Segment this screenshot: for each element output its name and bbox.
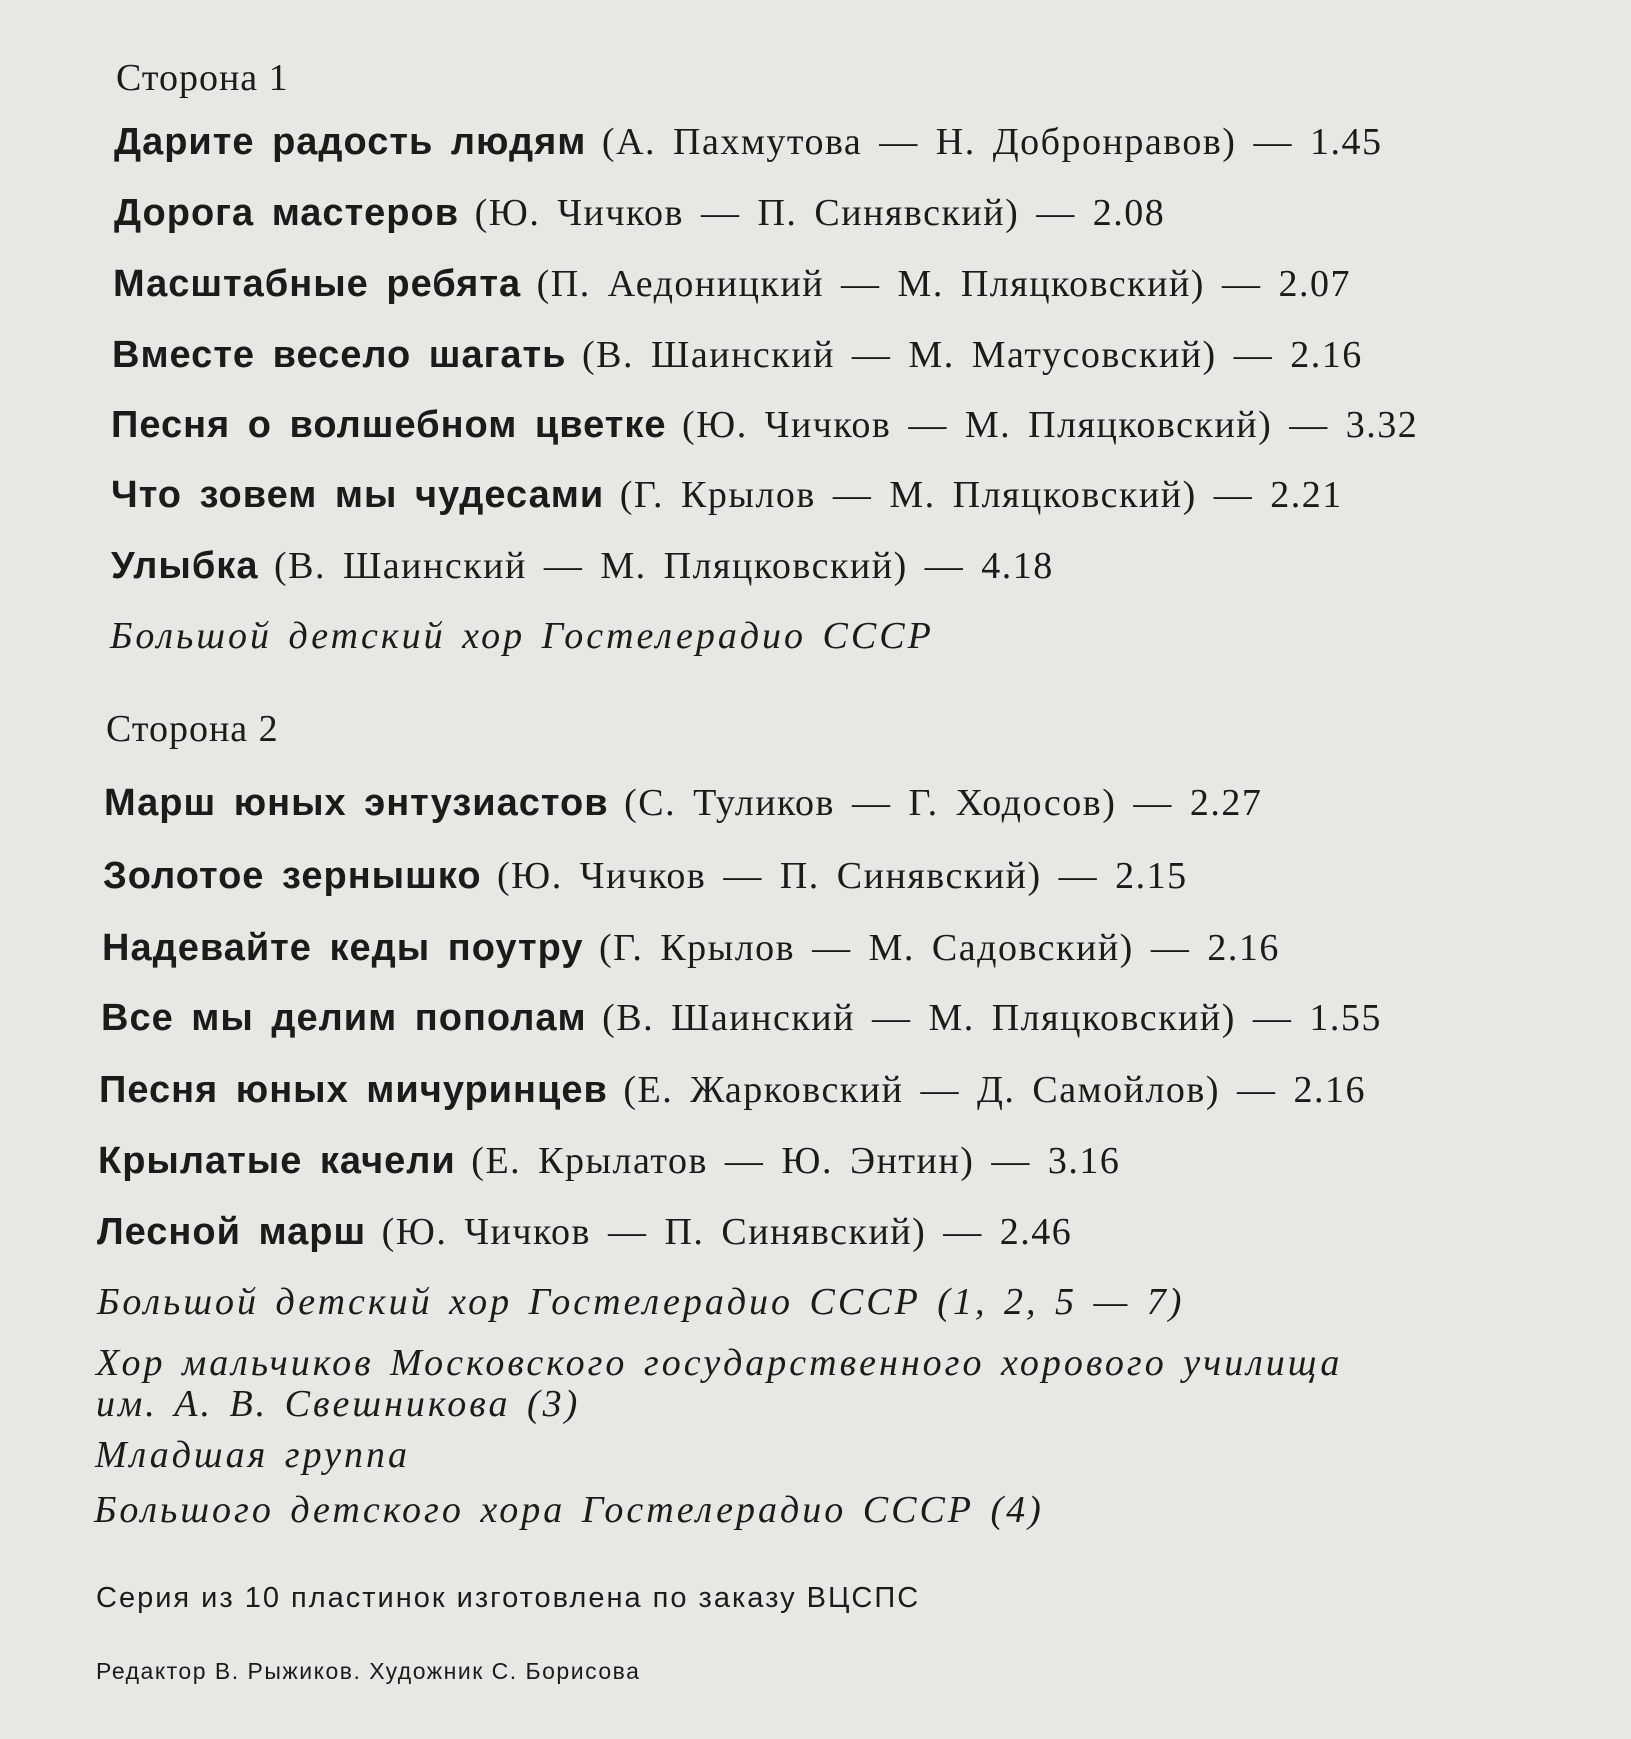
track-title: Дорога мастеров (114, 192, 460, 234)
track-credits: (Е. Крылатов — Ю. Энтин) — 3.16 (471, 1140, 1121, 1182)
track-list-item (103, 854, 1188, 898)
track-credits: (Ю. Чичков — П. Синявский) — 2.08 (474, 192, 1166, 234)
track-credits: (А. Пахмутова — Н. Добронравов) — 1.45 (601, 121, 1383, 163)
track-credits: (Ю. Чичков — М. Пляцковский) — 3.32 (682, 404, 1419, 446)
track-credits: (В. Шаинский — М. Матусовский) — 2.16 (582, 334, 1363, 376)
track-title: Золотое зернышко (103, 855, 482, 897)
performer-line: Младшая группа (95, 1434, 410, 1476)
track-list-item (114, 120, 1382, 164)
track-credits: (П. Аедоницкий — М. Пляцковский) — 2.07 (536, 263, 1351, 305)
performer-line: Большой детский хор Гостелерадио СССР (1, 2, 5 — 7) (97, 1281, 1185, 1323)
track-title: Масштабные ребята (113, 263, 522, 305)
track-list-item (113, 262, 1351, 306)
track-credits: (В. Шаинский — М. Пляцковский) — 4.18 (273, 545, 1054, 587)
performer-line: Большого детского хора Гостелерадио СССР (4) (94, 1489, 1044, 1531)
track-list-item (99, 1068, 1366, 1112)
performer-line: Хор мальчиков Московского государственного хорового училища (96, 1342, 1343, 1384)
side2-label: Сторона 2 (106, 708, 279, 750)
track-title: Вместе весело шагать (112, 334, 567, 376)
track-list-item (114, 191, 1165, 235)
track-title: Крылатые качели (98, 1140, 456, 1182)
track-credits: (Ю. Чичков — П. Синявский) — 2.15 (497, 855, 1188, 897)
track-list-item (102, 926, 1280, 970)
track-list-item (111, 403, 1418, 447)
track-title: Дарите радость людям (114, 121, 587, 163)
track-title: Песня о волшебном цветке (111, 404, 667, 446)
side1-label: Сторона 1 (116, 57, 289, 99)
track-credits: (Е. Жарковский — Д. Самойлов) — 2.16 (623, 1069, 1367, 1111)
track-credits: (Г. Крылов — М. Садовский) — 2.16 (599, 927, 1280, 969)
track-title: Улыбка (111, 545, 259, 587)
track-credits: (Ю. Чичков — П. Синявский) — 2.46 (381, 1211, 1073, 1253)
editor-credits: Редактор В. Рыжиков. Художник С. Борисова (96, 1658, 641, 1684)
track-credits: (В. Шаинский — М. Пляцковский) — 1.55 (602, 997, 1382, 1039)
track-list-item (111, 544, 1054, 588)
track-list-item (111, 473, 1343, 517)
track-title: Все мы делим пополам (101, 997, 587, 1039)
track-title: Марш юных энтузиастов (104, 782, 609, 824)
track-list-item (101, 996, 1382, 1040)
track-title: Надевайте кеды поутру (102, 927, 584, 969)
track-list-item (97, 1210, 1072, 1254)
performer-line: Большой детский хор Гостелерадио СССР (110, 615, 934, 657)
performer-line: им. А. В. Свешникова (3) (96, 1383, 581, 1425)
track-credits: (С. Туликов — Г. Ходосов) — 2.27 (624, 782, 1263, 824)
track-title: Лесной марш (97, 1211, 367, 1253)
track-list-item (98, 1139, 1120, 1183)
track-list-item (112, 333, 1363, 377)
series-note: Серия из 10 пластинок изготовлена по заказу ВЦСПС (96, 1582, 921, 1614)
track-credits: (Г. Крылов — М. Пляцковский) — 2.21 (619, 474, 1343, 516)
track-list-item (104, 781, 1262, 825)
track-title: Песня юных мичуринцев (99, 1069, 608, 1111)
track-title: Что зовем мы чудесами (111, 474, 605, 516)
